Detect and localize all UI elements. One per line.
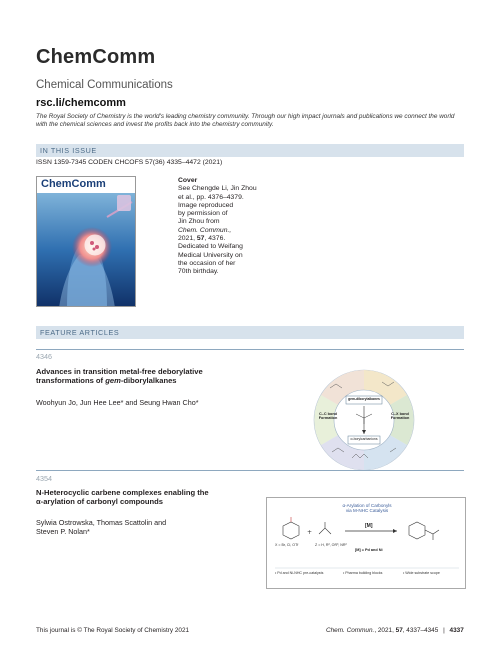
cover-heading: Cover bbox=[178, 177, 198, 184]
cover-image[interactable] bbox=[36, 176, 136, 307]
feature-articles-bar bbox=[36, 326, 464, 339]
toc-right-label bbox=[388, 412, 412, 421]
toc-center-label: gem-diborylalkanes bbox=[348, 397, 380, 401]
svg-text:+: + bbox=[307, 529, 313, 536]
mission-statement: The Royal Society of Chemistry is the world's leading chemistry community. Through our high impact journals and publications we connect the world with the chemical sciences and invest the profits back into the chemistry community. bbox=[36, 113, 455, 129]
toc-bottom-label: α-borylcarbanions bbox=[350, 437, 378, 441]
footer-journal: Chem. Commun. bbox=[326, 627, 375, 634]
footer-separator: | bbox=[443, 627, 445, 634]
cover-line: Medical University on bbox=[178, 251, 243, 259]
cover-citation-year: 2021, bbox=[178, 235, 197, 243]
toc-right-label-line: C–X bond bbox=[391, 412, 409, 416]
toc2-z-label: Z = H, R², OR³, NR² bbox=[315, 543, 347, 547]
cover-illustration bbox=[37, 177, 136, 307]
toc2-title-line: via M-NHC Catalysis bbox=[345, 508, 389, 514]
article-title-line: Advances in transition metal-free deborylative bbox=[36, 367, 203, 376]
cover-citation-line bbox=[178, 235, 273, 243]
cover-citation-page: , 4376. bbox=[204, 235, 226, 243]
toc2-bullet: • Pharma building blocks bbox=[343, 571, 383, 575]
footer-volume: 57 bbox=[395, 627, 403, 634]
cover-line: See Chengde Li, Jin Zhou bbox=[178, 185, 257, 193]
article-title-line: N-Heterocyclic carbene complexes enabling the bbox=[36, 488, 209, 497]
article-title-text: transformations of bbox=[36, 376, 106, 386]
issn-line: ISSN 1359-7345 CODEN CHCOFS 57(36) 4335–4472 (2021) bbox=[36, 159, 223, 166]
feature-articles-heading: FEATURE ARTICLES bbox=[40, 328, 120, 337]
toc2-x-label: X = Br, Cl, OTf bbox=[275, 543, 299, 547]
toc-left-label-line: C–C bond bbox=[319, 412, 337, 416]
cover-line: by permission of bbox=[178, 210, 228, 218]
journal-url[interactable]: rsc.li/chemcomm bbox=[36, 97, 126, 109]
toc-left-label bbox=[316, 412, 340, 421]
article-page-number: 4346 bbox=[36, 352, 52, 361]
journal-subtitle: Chemical Communications bbox=[36, 79, 173, 91]
toc-graphic-diborylalkanes[interactable] bbox=[312, 368, 416, 472]
cover-line: Dedicated to Weifang bbox=[178, 243, 243, 251]
cover-description bbox=[178, 177, 273, 277]
article-title[interactable] bbox=[36, 488, 251, 507]
cover-line: 70th birthday. bbox=[178, 268, 219, 276]
article-divider bbox=[36, 349, 464, 350]
cover-line: Chem. Commun., bbox=[178, 226, 232, 234]
article-page-number: 4354 bbox=[36, 474, 52, 483]
cover-line: the occasion of her bbox=[178, 259, 236, 267]
article-authors-line: Steven P. Nolan* bbox=[36, 527, 90, 536]
article-title-text: -diborylalkanes bbox=[120, 376, 177, 386]
toc2-bullet: • Wide substrate scope bbox=[403, 571, 440, 575]
footer-page-number: 4337 bbox=[449, 627, 464, 634]
journal-title: ChemComm bbox=[36, 46, 156, 68]
footer-copyright: This journal is © The Royal Society of Chemistry 2021 bbox=[36, 627, 190, 634]
footer-pages: , 4337–4345 bbox=[402, 627, 439, 634]
toc2-title-line: α-Arylation of Carbonyls bbox=[342, 503, 392, 508]
in-this-issue-heading: IN THIS ISSUE bbox=[40, 146, 97, 155]
toc-graphic-arylation[interactable] bbox=[266, 497, 466, 589]
cover-line: Image reproduced bbox=[178, 201, 234, 209]
article-authors-line: Sylwia Ostrowska, Thomas Scattolin and bbox=[36, 518, 167, 527]
cover-line: et al., pp. 4376–4379. bbox=[178, 193, 244, 201]
cover-thumbnail-title: ChemComm bbox=[41, 178, 106, 190]
article-title-italic: gem bbox=[105, 376, 121, 386]
toc-left-label-line: Formation bbox=[318, 416, 338, 421]
toc2-bullet: • Pd and Ni-NHC pre-catalysts bbox=[275, 571, 324, 575]
masthead bbox=[36, 46, 173, 109]
article-title-line: α-arylation of carbonyl compounds bbox=[36, 497, 164, 507]
toc-right-label-line: Formation bbox=[390, 416, 410, 421]
cover-line: Jin Zhou from bbox=[178, 218, 220, 226]
in-this-issue-bar bbox=[36, 144, 464, 157]
article-title[interactable] bbox=[36, 367, 251, 386]
article-divider bbox=[36, 470, 464, 471]
article-authors: Woohyun Jo, Jun Hee Lee* and Seung Hwan Cho* bbox=[36, 398, 199, 407]
footer-year: , 2021, bbox=[374, 627, 396, 634]
cover-citation-volume: 57 bbox=[196, 235, 205, 243]
toc2-catalyst-note: [M] = Pd and Ni bbox=[355, 548, 383, 552]
footer-citation bbox=[326, 627, 464, 634]
toc2-catalyst: [M] bbox=[365, 523, 373, 529]
article-title-line bbox=[36, 376, 251, 385]
article-authors bbox=[36, 518, 236, 536]
